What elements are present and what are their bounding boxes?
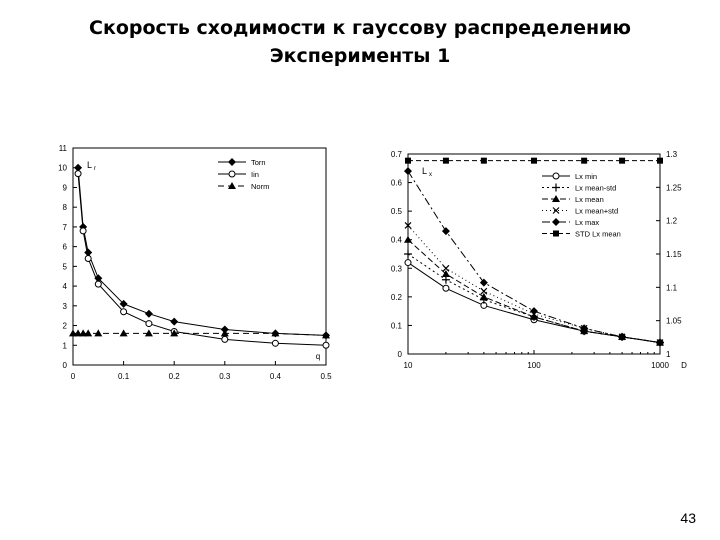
y-tick-label: 0.3 [390,264,402,274]
inner-axis-label-sub: r [94,166,96,172]
legend-marker [228,158,236,166]
x-tick-label: 0.4 [269,372,281,381]
y-tick-label: 0 [397,350,402,359]
data-point [145,310,153,318]
y-right-tick-label: 1.05 [666,316,682,326]
plot-frame [73,148,326,365]
data-point [121,309,127,315]
data-point [272,340,278,346]
y-tick-label: 4 [62,282,67,292]
x-tick-label: 0 [70,372,76,381]
title-line-1: Скорость сходимости к гауссову распределению [89,17,631,39]
x-tick-label: 100 [527,361,541,370]
series-2 [404,236,664,346]
y-tick-label: 1 [62,341,67,351]
y-tick-label: 0.2 [390,292,402,302]
data-point [581,158,587,164]
legend-label: Lx mean+std [575,206,619,216]
data-point [481,158,487,164]
x-axis-label: D [681,361,687,370]
legend-label: Lx mean-std [575,183,617,193]
series-0 [74,164,330,340]
y-tick-label: 5 [62,262,67,272]
series-line [78,174,326,346]
data-point [323,342,329,348]
chart-right [360,140,700,390]
y-tick-label: 0.5 [390,207,402,217]
data-point [170,318,178,326]
data-point [443,158,449,164]
legend-marker [553,173,559,179]
data-point [404,250,412,258]
data-point [95,281,101,287]
y-tick-label: 7 [62,222,67,232]
plot-frame [408,154,660,354]
legend-label: STD Lx mean [575,229,621,239]
y-tick-label: 0.1 [390,321,402,331]
data-point [531,158,537,164]
y-tick-label: 9 [62,183,67,193]
title-line-2: Эксперименты 1 [269,45,451,67]
y-tick-label: 6 [62,242,67,252]
inner-axis-label: L [422,166,428,176]
data-point [480,279,488,287]
y-tick-label: 0.4 [390,235,402,245]
series-5 [405,158,663,164]
legend-marker [552,184,560,192]
inner-axis-label-sub: x [429,172,432,178]
series-1 [75,171,329,349]
data-point [85,255,91,261]
inner-axis-label: L [87,160,93,170]
legend [218,158,269,191]
data-point [619,158,625,164]
legend-marker [553,231,559,237]
legend-label: Norm [251,182,270,191]
y-tick-label: 8 [62,203,67,213]
y-tick-label: 11 [58,144,67,153]
legend-label: Iin [251,170,259,179]
legend-label: Lx max [575,218,600,227]
series-line [408,254,660,343]
data-point [146,321,152,327]
y-tick-label: 10 [58,163,67,173]
y-tick-label: 3 [62,301,67,311]
series-3 [405,222,663,345]
data-point [405,158,411,164]
y-right-tick-label: 1.2 [666,216,678,226]
y-tick-label: 0 [62,361,67,370]
series-line [78,168,326,336]
data-point [75,171,81,177]
chart-left [40,140,340,390]
y-tick-label: 0.7 [390,150,402,159]
page-title [0,14,720,70]
y-right-tick-label: 1 [666,350,671,359]
data-point [222,336,228,342]
y-tick-label: 2 [62,321,67,331]
y-tick-label: 0.6 [390,178,402,188]
y-right-tick-label: 1.25 [666,183,682,193]
y-right-tick-label: 1.15 [666,250,682,259]
x-tick-label: 0.2 [168,372,180,381]
data-point [442,227,450,235]
series-line [408,225,660,342]
legend-marker [552,218,560,226]
legend-label: Lx min [575,172,598,181]
x-tick-label: 0.3 [219,372,231,381]
data-point [80,228,86,234]
x-tick-label: 10 [403,361,413,370]
y-right-tick-label: 1.3 [666,150,678,159]
x-tick-label: 1000 [651,361,669,370]
data-point [443,285,449,291]
page-number: 43 [680,510,696,526]
y-right-tick-label: 1.1 [666,283,678,293]
legend [542,172,621,239]
data-point [404,167,412,175]
x-tick-label: 0.5 [320,372,332,381]
x-axis-label: q [315,352,321,361]
data-point [405,260,411,266]
legend-label: Torn [251,158,266,167]
data-point [657,158,663,164]
x-tick-label: 0.1 [118,372,130,381]
legend-marker [229,171,235,177]
legend-label: Lx mean [575,195,604,204]
data-point [530,307,538,315]
